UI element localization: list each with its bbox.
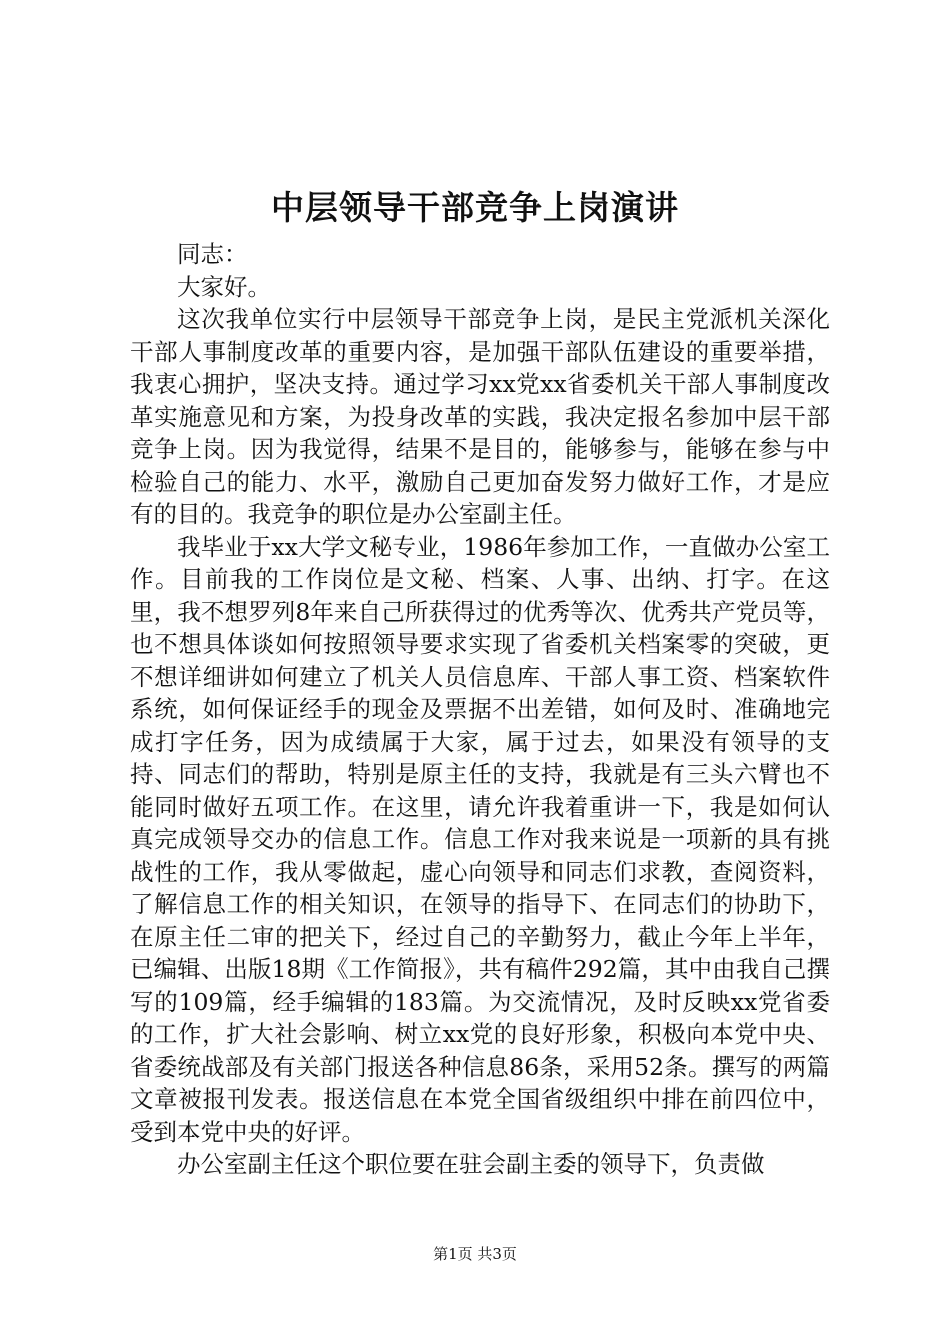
paragraph-position: 办公室副主任这个职位要在驻会副主委的领导下，负责做: [177, 1150, 765, 1178]
paragraph-background: 我毕业于xx大学文秘专业，1986年参加工作，一直做办公室工作。目前我的工作岗位是文秘、档案、人事、出纳、打字。在这里，我不想罗列8年来自己所获得过的优秀等次、优秀共产党员等，也不想具体谈如何按照领导要求实现了省委机关档案零的突破，更不想详细讲如何建立了机关人员信息库、干部人事工资、档案软件系统，如何保证经手的现金及票据不出差错，如何及时、准确地完成打字任务，因为成绩属于大家，属于过去，如果没有领导的支持、同志们的帮助，特别是原主任的支持，我就是有三头六臂也不能同时做好五项工作。在这里，请允许我着重讲一下，我是如何认真完成领导交办的信息工作。信息工作对我来说是一项新的具有挑战性的工作，我从零做起，虚心向领导和同志们求教，查阅资料，了解信息工作的相关知识，在领导的指导下、在同志们的协助下，在原主任二审的把关下，经过自己的辛勤努力，截止今年上半年，已编辑、出版18期《工作简报》，共有稿件292篇，其中由我自己撰写的109篇，经手编辑的183篇。为交流情况，及时反映xx党省委的工作，扩大社会影响、树立xx党的良好形象，积极向本党中央、省委统战部及有关部门报送各种信息86条，采用52条。撰写的两篇文章被报刊发表。报送信息在本党全国省级组织中排在前四位中，受到本党中央的好评。: [130, 532, 830, 1146]
greeting: 大家好。: [177, 272, 271, 301]
salutation: 同志：: [177, 240, 248, 268]
document-body: [130, 238, 830, 1181]
paragraph-intro: 这次我单位实行中层领导干部竞争上岗，是民主党派机关深化干部人事制度改革的重要内容，是加强干部队伍建设的重要举措，我衷心拥护，坚决支持。通过学习xx党xx省委机关干部人事制度改革实施意见和方案，为投身改革的实践，我决定报名参加中层干部竞争上岗。因为我觉得，结果不是目的，能够参与，能够在参与中检验自己的能力、水平，激励自己更加奋发努力做好工作，才是应有的目的。我竞争的职位是办公室副主任。: [130, 305, 830, 528]
page-footer: 第1页 共3页: [433, 1245, 517, 1263]
document-title: 中层领导干部竞争上岗演讲: [271, 188, 679, 227]
